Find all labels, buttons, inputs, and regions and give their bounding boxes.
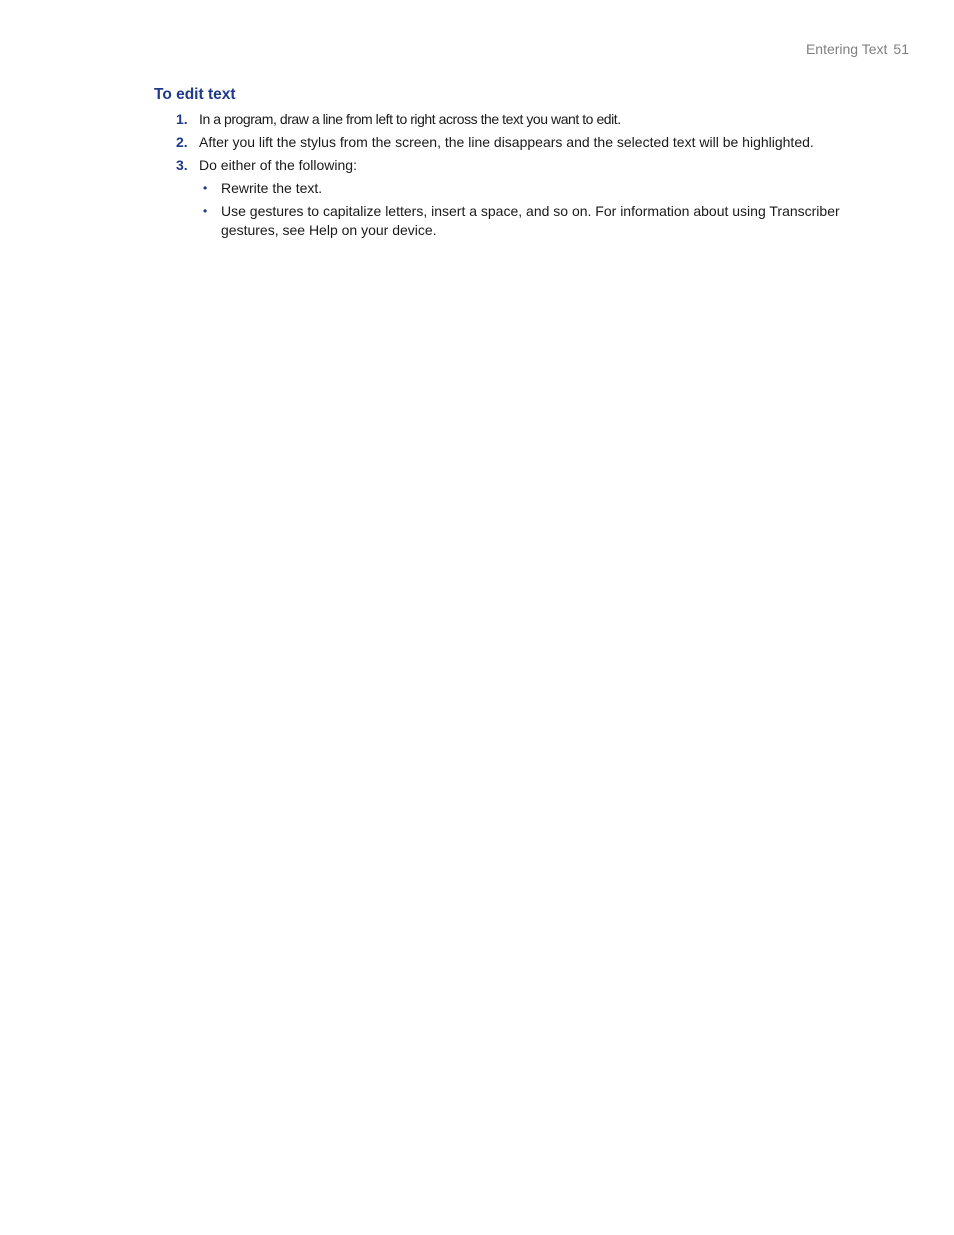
step-number: 2. — [176, 134, 188, 150]
step-item — [160, 156, 880, 240]
step-text: Do either of the following: — [199, 157, 357, 173]
steps-list — [160, 110, 880, 244]
step-text: After you lift the stylus from the screen, the line disappears and the selected text will be highlighted. — [199, 134, 814, 150]
bullet-text: Rewrite the text. — [221, 180, 323, 196]
bullet-dot-icon: • — [203, 181, 208, 195]
bullet-item — [199, 179, 880, 198]
bullet-dot-icon: • — [203, 204, 208, 218]
sub-bullet-list — [199, 179, 880, 240]
bullet-text: Use gestures to capitalize letters, insert a space, and so on. For information about using Transcriber gestures, see Help on your device. — [221, 203, 840, 238]
step-item — [160, 133, 880, 152]
bullet-item — [199, 202, 880, 240]
section-heading: To edit text — [154, 86, 236, 103]
page-header — [806, 41, 909, 57]
step-item — [160, 110, 880, 129]
header-section-title: Entering Text — [805, 41, 888, 57]
step-text: In a program, draw a line from left to right across the text you want to edit. — [199, 111, 621, 127]
step-number: 1. — [176, 111, 188, 127]
step-number: 3. — [176, 157, 188, 173]
page-number: 51 — [893, 41, 909, 57]
